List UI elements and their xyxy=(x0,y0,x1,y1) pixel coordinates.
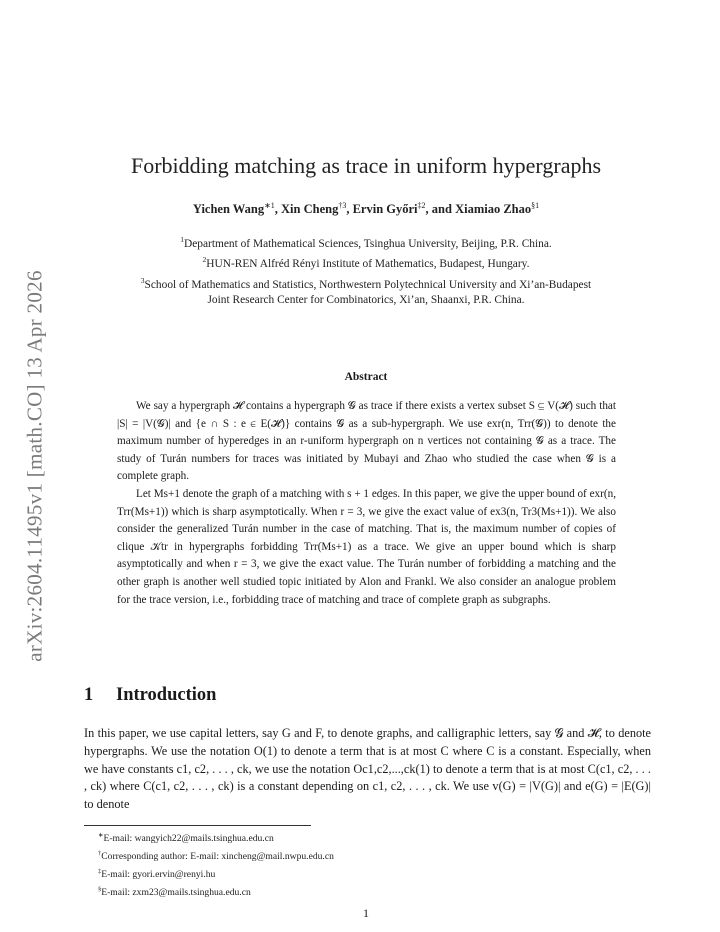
page-number: 1 xyxy=(363,906,369,920)
author-mark: §1 xyxy=(531,201,540,210)
footnote-rule xyxy=(84,825,311,826)
arxiv-identifier[interactable]: arXiv:2604.11495v1 [math.CO] 13 Apr 2026 xyxy=(22,270,47,662)
author-list: Yichen Wang$^{∗1}$, Xin Cheng$^{\dagger 3}$, Ervin Győri$^{\ddagger 2}$, and Xiamiao Zhao$^{\S 1}$ xyxy=(192,201,540,217)
abstract-paragraph: We say a hypergraph 𝓗 contains a hypergraph 𝓖 as trace if there exists a vertex subset S ⊆ V(𝓗) such that |S| = |V(𝓖)| and {e ∩ S : e ∈ E(𝓗)} contains 𝓖 as a sub-hypergraph. We use exr(n, Trr(𝓖)) to denote the maximum number of hyperedges in an r-uniform hypergraph on n vertices not containing 𝓖 as a trace. The study of Turán numbers for traces was initiated by Mubayi and Zhao who studied the case when 𝓖 is a complete graph. xyxy=(117,400,616,483)
author-mark: †3 xyxy=(338,201,347,210)
author-mark: ∗1 xyxy=(264,201,275,210)
abstract-paragraph: Let Ms+1 denote the graph of a matching with s + 1 edges. In this paper, we give the upper bound of exr(n, Trr(Ms+1)) which is sharp asymptotically. When r = 3, we give the exact value of ex3(n, Tr3(Ms+1)). We also consider the generalized Turán number in the case of matching. That is, the maximum number of copies of clique 𝒦tr in hypergraphs forbidding Trr(Ms+1) as a trace. We give an upper bound which is sharp asymptotically and when r = 3, we give the exact value. The Turán number of forbidding a matching and the other graph is another well studied topic initiated by Alon and Frankl. We also consider an analogue problem for the trace version, i.e., forbidding trace of matching and trace of complete graph as subgraphs. xyxy=(117,487,616,606)
affiliation: $^1$Department of Mathematical Sciences, Tsinghua University, Beijing, P.R. China. xyxy=(180,235,552,250)
paper-title: Forbidding matching as trace in uniform hypergraphs xyxy=(130,153,602,178)
footnote: ∗E-mail: wangyich22@mails.tsinghua.edu.cn xyxy=(98,832,274,845)
affiliation: $^3$School of Mathematics and Statistics, Northwestern Polytechnical University and Xi’an-Budapest xyxy=(140,275,592,291)
footnote: §E-mail: zxm23@mails.tsinghua.edu.cn xyxy=(98,885,251,899)
author-name: Ervin Győri xyxy=(352,202,418,217)
author-name: Yichen Wang xyxy=(192,202,265,217)
author-mark: ‡2 xyxy=(417,201,426,210)
section-number: 1 xyxy=(84,685,94,705)
affiliation: Joint Research Center for Combinatorics, Xi’an, Shaanxi, P.R. China. xyxy=(207,294,525,307)
author-name: Xin Cheng xyxy=(281,202,339,217)
abstract-heading: Abstract xyxy=(344,371,388,383)
affiliation: $^2$HUN-REN Alfréd Rényi Institute of Mathematics, Budapest, Hungary. xyxy=(202,255,530,271)
author-name: Xiamiao Zhao xyxy=(455,202,532,217)
abstract-body xyxy=(117,398,616,609)
section-title: Introduction xyxy=(116,685,217,705)
affiliations xyxy=(60,232,672,309)
section-heading xyxy=(84,685,216,706)
footnotes xyxy=(98,829,334,901)
footnote: ‡E-mail: gyori.ervin@renyi.hu xyxy=(98,867,216,881)
intro-paragraph: In this paper, we use capital letters, say G and F, to denote graphs, and calligraphic letters, say 𝓖 and 𝓗, to denote hypergraphs. We use the notation O(1) to denote a term that is at most C where C is a constant. Especially, when we have constants c1, c2, . . . , ck, we use the notation Oc1,c2,...,ck(1) to denote a term that is at most C(c1, c2, . . . , ck) where C(c1, c2, . . . , ck) is a constant depending on c1, c2, . . . , ck. We use v(G) = |V(G)| and e(G) = |E(G)| to denote xyxy=(84,726,651,812)
footnote: †Corresponding author: E-mail: xincheng@mail.nwpu.edu.cn xyxy=(98,849,334,863)
intro-text xyxy=(84,725,651,814)
